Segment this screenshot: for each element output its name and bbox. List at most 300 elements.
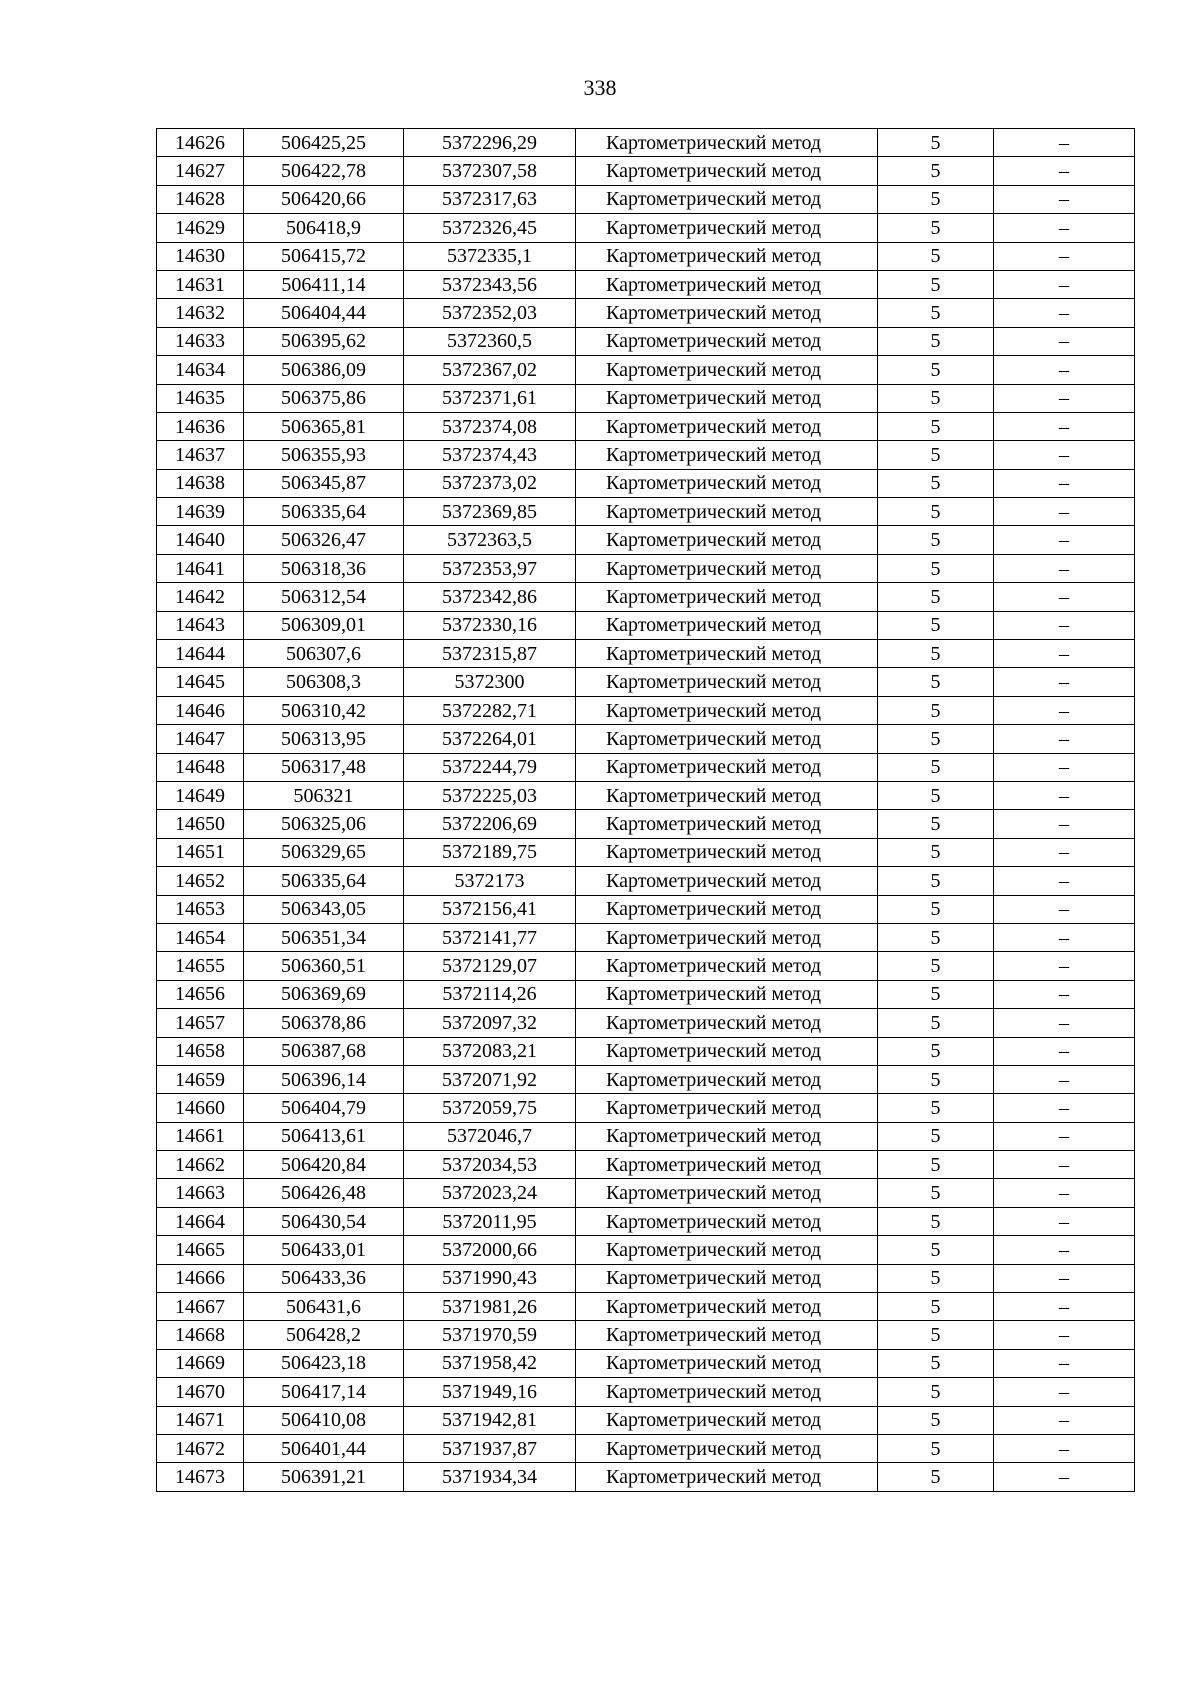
table-row [157,753,1135,781]
accuracy-cell: 5 [878,185,994,213]
table-row [157,1236,1135,1264]
table-row [157,384,1135,412]
accuracy-cell: 5 [878,810,994,838]
table-row [157,327,1135,355]
y-coordinate-cell: 5371990,43 [404,1264,576,1292]
point-number-cell: 14636 [157,412,244,440]
y-coordinate-cell: 5372141,77 [404,923,576,951]
y-coordinate-cell: 5372264,01 [404,725,576,753]
y-coordinate-cell: 5372114,26 [404,980,576,1008]
method-cell: Картометрический метод [576,923,878,951]
x-coordinate-cell: 506365,81 [244,412,404,440]
note-cell: – [994,1321,1135,1349]
note-cell: – [994,1009,1135,1037]
accuracy-cell: 5 [878,838,994,866]
accuracy-cell: 5 [878,696,994,724]
accuracy-cell: 5 [878,753,994,781]
point-number-cell: 14628 [157,185,244,213]
y-coordinate-cell: 5371942,81 [404,1406,576,1434]
method-cell: Картометрический метод [576,980,878,1008]
note-cell: – [994,810,1135,838]
method-cell: Картометрический метод [576,157,878,185]
note-cell: – [994,668,1135,696]
note-cell: – [994,1378,1135,1406]
method-cell: Картометрический метод [576,583,878,611]
accuracy-cell: 5 [878,1321,994,1349]
method-cell: Картометрический метод [576,867,878,895]
note-cell: – [994,1264,1135,1292]
x-coordinate-cell: 506387,68 [244,1037,404,1065]
x-coordinate-cell: 506420,84 [244,1151,404,1179]
table-row [157,270,1135,298]
point-number-cell: 14664 [157,1207,244,1235]
note-cell: – [994,611,1135,639]
point-number-cell: 14654 [157,923,244,951]
y-coordinate-cell: 5372023,24 [404,1179,576,1207]
x-coordinate-cell: 506335,64 [244,867,404,895]
accuracy-cell: 5 [878,441,994,469]
note-cell: – [994,526,1135,554]
point-number-cell: 14635 [157,384,244,412]
method-cell: Картометрический метод [576,696,878,724]
note-cell: – [994,1406,1135,1434]
x-coordinate-cell: 506425,25 [244,129,404,157]
point-number-cell: 14653 [157,895,244,923]
note-cell: – [994,696,1135,724]
note-cell: – [994,838,1135,866]
method-cell: Картометрический метод [576,952,878,980]
x-coordinate-cell: 506378,86 [244,1009,404,1037]
note-cell: – [994,270,1135,298]
table-row [157,611,1135,639]
note-cell: – [994,895,1135,923]
table-row [157,838,1135,866]
table-row [157,185,1135,213]
accuracy-cell: 5 [878,1293,994,1321]
note-cell: – [994,1349,1135,1377]
x-coordinate-cell: 506428,2 [244,1321,404,1349]
point-number-cell: 14652 [157,867,244,895]
method-cell: Картометрический метод [576,781,878,809]
method-cell: Картометрический метод [576,299,878,327]
note-cell: – [994,214,1135,242]
method-cell: Картометрический метод [576,1434,878,1462]
table-row [157,412,1135,440]
accuracy-cell: 5 [878,781,994,809]
method-cell: Картометрический метод [576,1094,878,1122]
accuracy-cell: 5 [878,1009,994,1037]
point-number-cell: 14658 [157,1037,244,1065]
table-row [157,1293,1135,1321]
accuracy-cell: 5 [878,1065,994,1093]
method-cell: Картометрический метод [576,384,878,412]
accuracy-cell: 5 [878,1094,994,1122]
accuracy-cell: 5 [878,412,994,440]
point-number-cell: 14629 [157,214,244,242]
note-cell: – [994,980,1135,1008]
method-cell: Картометрический метод [576,1065,878,1093]
y-coordinate-cell: 5372353,97 [404,554,576,582]
accuracy-cell: 5 [878,867,994,895]
x-coordinate-cell: 506310,42 [244,696,404,724]
method-cell: Картометрический метод [576,1236,878,1264]
accuracy-cell: 5 [878,1349,994,1377]
method-cell: Картометрический метод [576,214,878,242]
point-number-cell: 14655 [157,952,244,980]
y-coordinate-cell: 5372206,69 [404,810,576,838]
point-number-cell: 14665 [157,1236,244,1264]
method-cell: Картометрический метод [576,1378,878,1406]
point-number-cell: 14649 [157,781,244,809]
accuracy-cell: 5 [878,384,994,412]
y-coordinate-cell: 5372083,21 [404,1037,576,1065]
page-number: 338 [583,75,617,100]
table-row [157,810,1135,838]
x-coordinate-cell: 506375,86 [244,384,404,412]
y-coordinate-cell: 5372369,85 [404,498,576,526]
note-cell: – [994,129,1135,157]
x-coordinate-cell: 506431,6 [244,1293,404,1321]
x-coordinate-cell: 506391,21 [244,1463,404,1491]
coordinates-table [156,128,1135,1492]
note-cell: – [994,412,1135,440]
table-row [157,214,1135,242]
table-row [157,725,1135,753]
point-number-cell: 14632 [157,299,244,327]
point-number-cell: 14645 [157,668,244,696]
method-cell: Картометрический метод [576,1406,878,1434]
point-number-cell: 14646 [157,696,244,724]
accuracy-cell: 5 [878,554,994,582]
x-coordinate-cell: 506426,48 [244,1179,404,1207]
y-coordinate-cell: 5372225,03 [404,781,576,809]
method-cell: Картометрический метод [576,526,878,554]
y-coordinate-cell: 5372371,61 [404,384,576,412]
note-cell: – [994,1207,1135,1235]
method-cell: Картометрический метод [576,1122,878,1150]
point-number-cell: 14670 [157,1378,244,1406]
method-cell: Картометрический метод [576,129,878,157]
point-number-cell: 14637 [157,441,244,469]
table-row [157,1179,1135,1207]
note-cell: – [994,753,1135,781]
x-coordinate-cell: 506312,54 [244,583,404,611]
point-number-cell: 14666 [157,1264,244,1292]
point-number-cell: 14633 [157,327,244,355]
x-coordinate-cell: 506413,61 [244,1122,404,1150]
x-coordinate-cell: 506401,44 [244,1434,404,1462]
method-cell: Картометрический метод [576,270,878,298]
table-row [157,356,1135,384]
accuracy-cell: 5 [878,1236,994,1264]
x-coordinate-cell: 506308,3 [244,668,404,696]
y-coordinate-cell: 5371934,34 [404,1463,576,1491]
method-cell: Картометрический метод [576,1037,878,1065]
accuracy-cell: 5 [878,583,994,611]
table-row [157,526,1135,554]
note-cell: – [994,441,1135,469]
point-number-cell: 14651 [157,838,244,866]
y-coordinate-cell: 5372011,95 [404,1207,576,1235]
method-cell: Картометрический метод [576,1009,878,1037]
accuracy-cell: 5 [878,980,994,1008]
table-row [157,640,1135,668]
method-cell: Картометрический метод [576,611,878,639]
x-coordinate-cell: 506422,78 [244,157,404,185]
table-row [157,668,1135,696]
accuracy-cell: 5 [878,1378,994,1406]
note-cell: – [994,384,1135,412]
y-coordinate-cell: 5372034,53 [404,1151,576,1179]
point-number-cell: 14644 [157,640,244,668]
note-cell: – [994,952,1135,980]
y-coordinate-cell: 5372374,08 [404,412,576,440]
point-number-cell: 14634 [157,356,244,384]
x-coordinate-cell: 506309,01 [244,611,404,639]
point-number-cell: 14639 [157,498,244,526]
method-cell: Картометрический метод [576,1264,878,1292]
point-number-cell: 14671 [157,1406,244,1434]
point-number-cell: 14667 [157,1293,244,1321]
x-coordinate-cell: 506355,93 [244,441,404,469]
y-coordinate-cell: 5372189,75 [404,838,576,866]
accuracy-cell: 5 [878,952,994,980]
note-cell: – [994,356,1135,384]
accuracy-cell: 5 [878,1151,994,1179]
accuracy-cell: 5 [878,469,994,497]
point-number-cell: 14643 [157,611,244,639]
x-coordinate-cell: 506326,47 [244,526,404,554]
y-coordinate-cell: 5372360,5 [404,327,576,355]
table-row [157,1349,1135,1377]
accuracy-cell: 5 [878,270,994,298]
y-coordinate-cell: 5372363,5 [404,526,576,554]
note-cell: – [994,1179,1135,1207]
method-cell: Картометрический метод [576,810,878,838]
table-row [157,1434,1135,1462]
point-number-cell: 14668 [157,1321,244,1349]
note-cell: – [994,1065,1135,1093]
x-coordinate-cell: 506335,64 [244,498,404,526]
table-row [157,299,1135,327]
table-row [157,441,1135,469]
y-coordinate-cell: 5372129,07 [404,952,576,980]
point-number-cell: 14673 [157,1463,244,1491]
table-row [157,1378,1135,1406]
point-number-cell: 14630 [157,242,244,270]
x-coordinate-cell: 506318,36 [244,554,404,582]
method-cell: Картометрический метод [576,668,878,696]
x-coordinate-cell: 506396,14 [244,1065,404,1093]
method-cell: Картометрический метод [576,356,878,384]
y-coordinate-cell: 5371970,59 [404,1321,576,1349]
x-coordinate-cell: 506360,51 [244,952,404,980]
y-coordinate-cell: 5372097,32 [404,1009,576,1037]
x-coordinate-cell: 506321 [244,781,404,809]
y-coordinate-cell: 5371958,42 [404,1349,576,1377]
method-cell: Картометрический метод [576,412,878,440]
y-coordinate-cell: 5372315,87 [404,640,576,668]
table-row [157,1406,1135,1434]
table-row [157,952,1135,980]
point-number-cell: 14660 [157,1094,244,1122]
table-row [157,867,1135,895]
table-row [157,242,1135,270]
note-cell: – [994,1037,1135,1065]
point-number-cell: 14642 [157,583,244,611]
y-coordinate-cell: 5372156,41 [404,895,576,923]
table-row [157,895,1135,923]
accuracy-cell: 5 [878,157,994,185]
note-cell: – [994,640,1135,668]
x-coordinate-cell: 506418,9 [244,214,404,242]
table-row [157,129,1135,157]
y-coordinate-cell: 5372071,92 [404,1065,576,1093]
x-coordinate-cell: 506395,62 [244,327,404,355]
point-number-cell: 14662 [157,1151,244,1179]
x-coordinate-cell: 506411,14 [244,270,404,298]
accuracy-cell: 5 [878,725,994,753]
table-row [157,1122,1135,1150]
note-cell: – [994,781,1135,809]
y-coordinate-cell: 5372000,66 [404,1236,576,1264]
method-cell: Картометрический метод [576,498,878,526]
x-coordinate-cell: 506307,6 [244,640,404,668]
y-coordinate-cell: 5372374,43 [404,441,576,469]
table-row [157,980,1135,1008]
accuracy-cell: 5 [878,356,994,384]
note-cell: – [994,185,1135,213]
point-number-cell: 14641 [157,554,244,582]
note-cell: – [994,157,1135,185]
x-coordinate-cell: 506410,08 [244,1406,404,1434]
y-coordinate-cell: 5372330,16 [404,611,576,639]
note-cell: – [994,1151,1135,1179]
accuracy-cell: 5 [878,129,994,157]
method-cell: Картометрический метод [576,185,878,213]
accuracy-cell: 5 [878,299,994,327]
note-cell: – [994,923,1135,951]
method-cell: Картометрический метод [576,1207,878,1235]
point-number-cell: 14631 [157,270,244,298]
note-cell: – [994,327,1135,355]
x-coordinate-cell: 506415,72 [244,242,404,270]
x-coordinate-cell: 506369,69 [244,980,404,1008]
y-coordinate-cell: 5372326,45 [404,214,576,242]
y-coordinate-cell: 5372317,63 [404,185,576,213]
table-row [157,1207,1135,1235]
method-cell: Картометрический метод [576,640,878,668]
accuracy-cell: 5 [878,1264,994,1292]
note-cell: – [994,867,1135,895]
point-number-cell: 14657 [157,1009,244,1037]
x-coordinate-cell: 506417,14 [244,1378,404,1406]
note-cell: – [994,1463,1135,1491]
x-coordinate-cell: 506313,95 [244,725,404,753]
accuracy-cell: 5 [878,214,994,242]
point-number-cell: 14638 [157,469,244,497]
table-row [157,1321,1135,1349]
point-number-cell: 14661 [157,1122,244,1150]
method-cell: Картометрический метод [576,753,878,781]
x-coordinate-cell: 506433,01 [244,1236,404,1264]
x-coordinate-cell: 506343,05 [244,895,404,923]
y-coordinate-cell: 5372046,7 [404,1122,576,1150]
table-row [157,1094,1135,1122]
point-number-cell: 14647 [157,725,244,753]
y-coordinate-cell: 5372352,03 [404,299,576,327]
method-cell: Картометрический метод [576,242,878,270]
method-cell: Картометрический метод [576,1151,878,1179]
point-number-cell: 14663 [157,1179,244,1207]
y-coordinate-cell: 5372173 [404,867,576,895]
table-body [157,129,1135,1492]
x-coordinate-cell: 506345,87 [244,469,404,497]
accuracy-cell: 5 [878,895,994,923]
accuracy-cell: 5 [878,923,994,951]
table-row [157,554,1135,582]
method-cell: Картометрический метод [576,895,878,923]
accuracy-cell: 5 [878,1463,994,1491]
table-row [157,923,1135,951]
accuracy-cell: 5 [878,1037,994,1065]
accuracy-cell: 5 [878,242,994,270]
table-row [157,1037,1135,1065]
y-coordinate-cell: 5372296,29 [404,129,576,157]
x-coordinate-cell: 506329,65 [244,838,404,866]
x-coordinate-cell: 506404,44 [244,299,404,327]
accuracy-cell: 5 [878,668,994,696]
x-coordinate-cell: 506404,79 [244,1094,404,1122]
table-row [157,498,1135,526]
table-row [157,583,1135,611]
note-cell: – [994,1122,1135,1150]
table-row [157,696,1135,724]
point-number-cell: 14648 [157,753,244,781]
accuracy-cell: 5 [878,1434,994,1462]
accuracy-cell: 5 [878,1406,994,1434]
x-coordinate-cell: 506420,66 [244,185,404,213]
x-coordinate-cell: 506433,36 [244,1264,404,1292]
y-coordinate-cell: 5372300 [404,668,576,696]
point-number-cell: 14672 [157,1434,244,1462]
method-cell: Картометрический метод [576,1321,878,1349]
y-coordinate-cell: 5372343,56 [404,270,576,298]
point-number-cell: 14659 [157,1065,244,1093]
table-row [157,1151,1135,1179]
method-cell: Картометрический метод [576,1463,878,1491]
y-coordinate-cell: 5371937,87 [404,1434,576,1462]
table-row [157,781,1135,809]
accuracy-cell: 5 [878,1207,994,1235]
x-coordinate-cell: 506351,34 [244,923,404,951]
point-number-cell: 14626 [157,129,244,157]
x-coordinate-cell: 506317,48 [244,753,404,781]
y-coordinate-cell: 5371949,16 [404,1378,576,1406]
method-cell: Картометрический метод [576,327,878,355]
table-row [157,1065,1135,1093]
note-cell: – [994,1236,1135,1264]
method-cell: Картометрический метод [576,469,878,497]
method-cell: Картометрический метод [576,554,878,582]
y-coordinate-cell: 5372373,02 [404,469,576,497]
x-coordinate-cell: 506386,09 [244,356,404,384]
accuracy-cell: 5 [878,640,994,668]
point-number-cell: 14669 [157,1349,244,1377]
y-coordinate-cell: 5372244,79 [404,753,576,781]
method-cell: Картометрический метод [576,725,878,753]
y-coordinate-cell: 5371981,26 [404,1293,576,1321]
